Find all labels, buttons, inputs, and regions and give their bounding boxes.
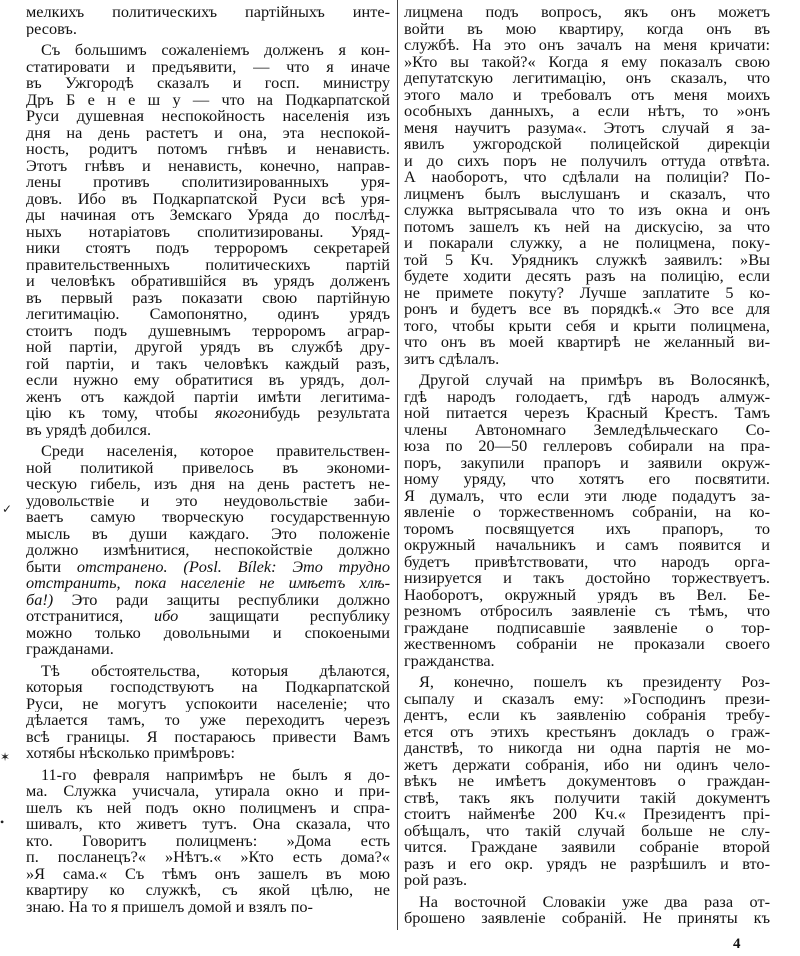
text-line: стоитъ подъ душевнымъ терроромъ аграр- [26, 322, 390, 339]
text-line: которыя господствуютъ на Подкарпатской [26, 679, 390, 696]
text-line: лицмена подъ вопросъ, якъ онъ можетъ [404, 4, 770, 21]
text-line [26, 405, 390, 422]
text-line: данствѣ, то никогда ни одна партiя не мо- [404, 740, 770, 757]
text-line: явилъ ужгородской полицейской дирекцiи [404, 136, 770, 153]
text-line: ной политикой привелось въ экономи- [26, 459, 390, 476]
text-line: ной питается черезъ Красный Крестъ. Тамъ [404, 405, 770, 422]
text-segment: защищати республику [178, 608, 390, 625]
text-segment: быти [26, 558, 77, 575]
text-line: ма. Служка учисчала, утирала окно и при- [26, 783, 390, 800]
text-line: жественномъ собранiи не проказали своего [404, 636, 770, 653]
text-line: 11-го февраля напримѣръ не былъ я до- [41, 766, 390, 783]
text-segment: отстранитися, [26, 608, 154, 625]
text-line: ется отъ этихъ крестьянъ докладъ о граж- [404, 723, 770, 740]
text-line: служка вытрясывала что то изъ окна и онъ [404, 202, 770, 219]
text-line: будетъ привѣтствовати, что народъ орга- [404, 553, 770, 570]
text-line: кто. Говоритъ полицменъ: »Дома есть [26, 832, 390, 849]
text-line: въ урядѣ добился. [26, 421, 152, 438]
text-line: ресовъ. [26, 20, 77, 37]
text-line: легитимацiю. Самопонятно, одинъ урядъ [26, 306, 390, 323]
text-line: Дръ Б е н е ш у — что на Подкарпатской [26, 91, 390, 108]
text-line: Я думалъ, что если эти люде подадутъ за- [404, 487, 770, 504]
text-line: Среди населенiя, которое правительствен- [41, 443, 390, 460]
text-line [26, 608, 390, 625]
text-line: хотябы нѣсколько примѣровъ: [26, 745, 235, 762]
paragraph [404, 674, 770, 889]
scan-mark: • [0, 815, 5, 829]
left-column [26, 4, 390, 920]
text-line: ному уряду, что хотятъ его посвятити. [404, 471, 770, 488]
italic-text: якого [214, 405, 253, 422]
text-line: »Я сама.« Съ тѣмъ онъ зашелъ въ мою [26, 865, 390, 882]
text-line: Тѣ обстоятельства, которыя дѣлаются, [41, 662, 390, 679]
text-line: Я, конечно, пошелъ къ президенту Роз- [419, 674, 770, 691]
right-column [404, 4, 770, 932]
text-line: особныхъ данныхъ, а если нѣтъ, то »онъ [404, 103, 770, 120]
text-line: мелкихъ политическихъ партiйныхъ инте- [26, 4, 390, 21]
scan-mark: ✶ [0, 750, 11, 764]
text-line: меня научитъ разума«. Этотъ случай я за- [404, 119, 770, 136]
text-line [26, 575, 390, 592]
paragraph [26, 4, 390, 37]
text-line: шелъ къ ней подъ окно полицменъ и спра- [26, 799, 390, 816]
text-line: гражданства. [404, 652, 495, 669]
text-line: ды начиная отъ Земскаго Уряда до послѣд- [26, 207, 390, 224]
text-line [26, 592, 390, 609]
text-line: этого мало и требовалъ отъ меня моихъ [404, 86, 770, 103]
text-line: что онъ въ моей квартирѣ не желанный ви- [404, 334, 770, 351]
text-line: мысль въ души каждаго. Это положенiе [26, 525, 390, 542]
text-line: дѣлается тамъ, то уже переходитъ черезъ [26, 712, 390, 729]
text-line: Съ большимъ сожаленiемъ долженъ я кон- [41, 42, 390, 59]
text-line: Руси, не могутъ успокоити населенiе; что [26, 695, 390, 712]
text-line: жетъ держати собранiя, ибо ни одинъ чело- [404, 756, 770, 773]
text-line: депутатскую легитимацiю, онъ сказалъ, что [404, 70, 770, 87]
text-line: обѣщалъ, что такiй случай больше не слу- [404, 822, 770, 839]
text-line: поръ, закупили прапоръ и заявили окруж- [404, 454, 770, 471]
text-line: службѣ. На это онъ зачалъ на меня кричати: [404, 37, 770, 54]
text-line: довъ. Ибо въ Подкарпатской Руси всѣ уря- [26, 190, 390, 207]
text-line: ствѣ, такъ якъ получити такiй документъ [404, 789, 770, 806]
text-line: должно измѣнитися, неспокойствiе должно [26, 542, 390, 559]
scan-mark: ✓ [2, 502, 13, 516]
paragraph [404, 372, 770, 669]
text-line: лены противъ сполитизированныхъ уря- [26, 174, 390, 191]
text-line: шивалъ, кто живетъ тутъ. Она сказала, что [26, 816, 390, 833]
text-line: Наоборотъ, окружный урядъ въ Вел. Бе- [404, 586, 770, 603]
text-line: и человѣкъ обратившiйся въ урядъ долженъ [26, 273, 390, 290]
paragraph [404, 4, 770, 367]
text-line: лицменъ былъ выслушанъ и сказалъ, что [404, 185, 770, 202]
text-line: члены Автономнаго Земледѣльческаго Со- [404, 421, 770, 438]
text-line: если нужно ему обратитися въ урядъ, дол- [26, 372, 390, 389]
text-line: брошено заявленiе собранiй. Не приняты къ [404, 910, 770, 927]
text-line: Руси душевная неспокойность населенiя изъ [26, 108, 390, 125]
text-line: въ Ужгородѣ сказалъ и госп. министру [26, 75, 390, 92]
text-line: разъ и его окр. урядъ не разрѣшилъ и вто- [404, 855, 770, 872]
text-line: и до сихъ поръ не получилъ оттуда отвѣта. [404, 152, 770, 169]
column-divider [397, 0, 398, 930]
text-line: Этотъ гнѣвъ и ненависть, конечно, направ- [26, 157, 390, 174]
italic-text: отстранить, пока населенiе не имѣетъ хлѣ- [26, 575, 390, 592]
italic-text: ибо [153, 608, 179, 625]
text-line: того, чтобы крыти себя и крыти полицмена, [404, 317, 770, 334]
text-line: дня на день растетъ и она, эта неспокой- [26, 124, 390, 141]
italic-text: отстранено. (Posl. Bílek: Это трудно [76, 558, 390, 575]
text-line: квартиру ко служкѣ, съ якой цѣлю, не [26, 882, 390, 899]
text-segment: цiю къ тому, чтобы [26, 405, 215, 422]
text-line: ческую гибель, изъ дня на день растетъ не- [26, 476, 390, 493]
text-line: ность, родитъ потомъ гнѣвъ и ненависть. [26, 141, 390, 158]
text-line: рой разъ. [404, 872, 468, 889]
text-line: знаю. На то я пришелъ домой и взялъ по- [26, 898, 313, 915]
text-line: въ первый разъ показати свою партiйную [26, 289, 390, 306]
text-line: гой партiи, и такъ человѣкъ каждый разъ, [26, 355, 390, 372]
paragraph [26, 443, 390, 658]
text-line: чится. Граждане заявили собранiе второй [404, 839, 770, 856]
text-line: правительственныхъ политическихъ партiй [26, 256, 390, 273]
text-line: ной партiи, другой урядъ въ службѣ дру- [26, 339, 390, 356]
text-line: низируется и такъ достойно торжествуетъ. [404, 570, 770, 587]
text-line: женъ отъ каждой партiи имѣти легитима- [26, 388, 390, 405]
text-line: дентъ, если къ заявленiю собранiя требу- [404, 707, 770, 724]
italic-text: ба!) [26, 591, 54, 608]
text-line: гражданами. [26, 641, 114, 658]
text-line: удовольствiе и это неудовольствiе заби- [26, 492, 390, 509]
text-line: А наоборотъ, что сдѣлали на полицiи? По- [404, 169, 770, 186]
text-line: ныхъ нотарiатовъ сполитизированы. Уряд- [26, 223, 390, 240]
paragraph [26, 767, 390, 916]
text-line: гдѣ народъ голодаетъ, гдѣ народъ алмуж- [404, 388, 770, 405]
text-line: резномъ отбросилъ заявленiе съ тѣмъ, что [404, 603, 770, 620]
text-line: окружный начальникъ и самъ появится и [404, 537, 770, 554]
text-line: всѣ границы. Я постараюсь привести Вамъ [26, 728, 390, 745]
text-line: »Кто вы такой?« Когда я ему показалъ свою [404, 53, 770, 70]
text-segment: Это ради защиты республики должно [53, 591, 390, 608]
text-line: и покарали служку, а не полицмена, поку- [404, 235, 770, 252]
text-segment: нибудь результата [252, 405, 390, 422]
text-line: торомъ посвящуется ихъ прапоръ, то [404, 520, 770, 537]
text-line: граждане подписавшiе заявленiе о тор- [404, 619, 770, 636]
text-line: юза по 20—50 геллеровъ собирали на пра- [404, 438, 770, 455]
text-line: Другой случай на примѣръ въ Волосянкѣ, [419, 372, 770, 389]
paragraph [26, 42, 390, 438]
text-line: той 5 Кч. Урядникъ служкѣ заявилъ: »Вы [404, 251, 770, 268]
page-number: 4 [733, 936, 741, 952]
text-line [26, 559, 390, 576]
text-line: войти въ мою квартиру, когда онъ въ [404, 20, 770, 37]
text-line: статировати и предъявити, — что я иначе [26, 58, 390, 75]
text-line: явленiе о торжественномъ собранiи, на ко- [404, 504, 770, 521]
text-line: стоитъ найменѣе 200 Кч.« Президентъ прi- [404, 806, 770, 823]
text-line: ники стоятъ подъ терроромъ секретарей [26, 240, 390, 257]
text-line: ронъ и будетъ все въ порядкѣ.« Это все для [404, 301, 770, 318]
paragraph [404, 894, 770, 927]
text-line: На восточной Словакiи уже два раза от- [419, 893, 770, 910]
text-line: не примете покуту? Лучше заплатите 5 ко- [404, 284, 770, 301]
text-line: можно только довольными и спокоеными [26, 624, 390, 641]
text-line: ваетъ самую творческую государственную [26, 509, 390, 526]
text-line: потомъ зашелъ къ ней на дискусiю, за что [404, 218, 770, 235]
text-line: сыпалу и сказалъ ему: »Господинъ прези- [404, 690, 770, 707]
text-line: п. посланецъ?« »Нѣтъ.« »Кто есть дома?« [26, 849, 390, 866]
text-line: вѣкъ не имѣетъ документовъ о граждан- [404, 773, 770, 790]
text-line: зитъ сдѣлалъ. [404, 350, 500, 367]
paragraph [26, 663, 390, 762]
text-line: будете ходити десять разъ на полицiю, если [404, 268, 770, 285]
